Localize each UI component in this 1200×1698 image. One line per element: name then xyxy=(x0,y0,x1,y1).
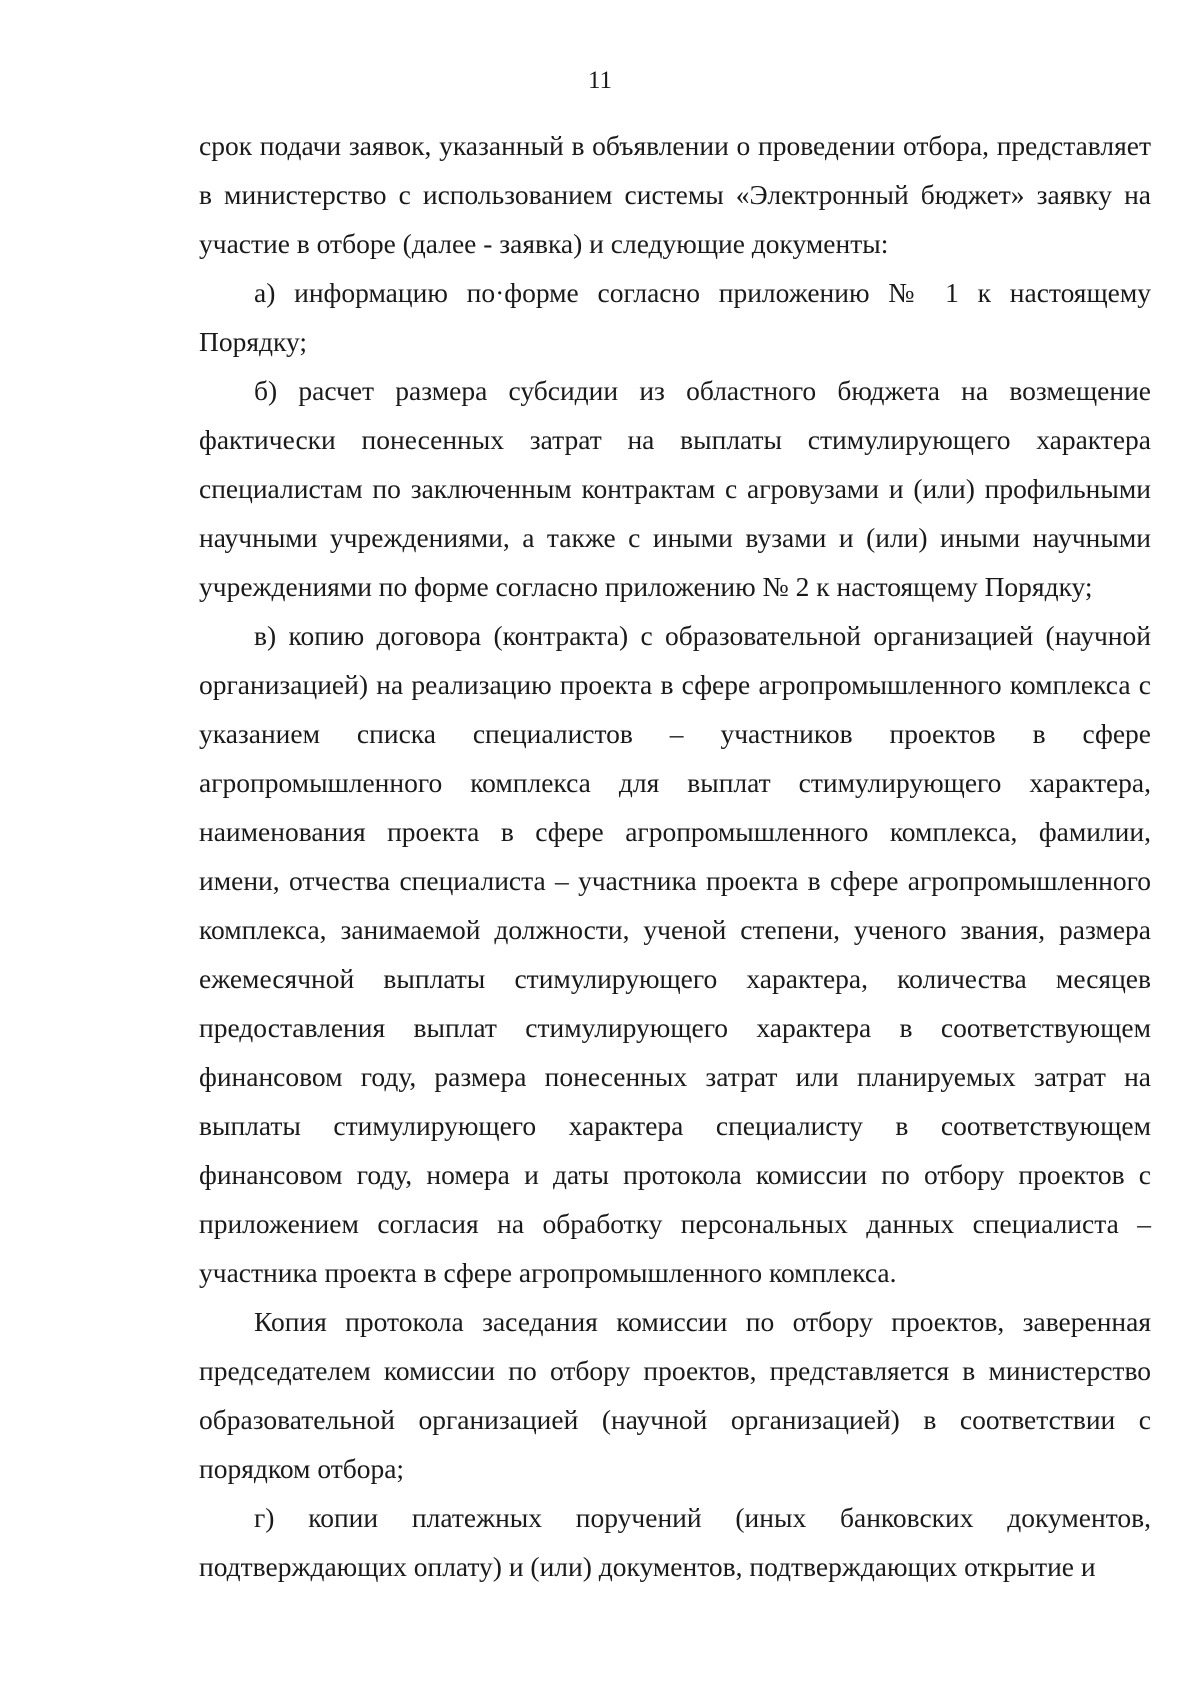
paragraph-item-b: б) расчет размера субсидии из областного бюджета на возмещение фактически понесенных затрат на выплаты стимулирующего характера специалистам по заключенным контрактам с агровузами и (или) профильными научными учреждениями, а также с иными вузами и (или) иными научными учреждениями по форме согласно приложению № 2 к настоящему Порядку; xyxy=(199,375,1151,602)
page-number: 11 xyxy=(587,67,613,94)
paragraph-protocol-copy: Копия протокола заседания комиссии по отбору проектов, заверенная председателем комиссии по отбору проектов, представляется в министерство образовательной организацией (научной организацией) в соответствии с порядком отбора; xyxy=(199,1306,1151,1484)
paragraph-item-a: а) информацию по·форме согласно приложению № 1 к настоящему Порядку; xyxy=(199,277,1151,357)
paragraph-item-v: в) копию договора (контракта) с образовательной организацией (научной организацией) на реализацию проекта в сфере агропромышленного комплекса с указанием списка специалистов – участников проектов в сфере агропромышленного комплекса для выплат стимулирующего характера, наименования проекта в сфере агропромышленного комплекса, фамилии, имени, отчества специалиста – участника проекта в сфере агропромышленного комплекса, занимаемой должности, ученой степени, ученого звания, размера ежемесячной выплаты стимулирующего характера, количества месяцев предоставления выплат стимулирующего характера в соответствующем финансовом году, размера понесенных затрат или планируемых затрат на выплаты стимулирующего характера специалисту в соответствующем финансовом году, номера и даты протокола комиссии по отбору проектов с приложением согласия на обработку персональных данных специалиста – участника проекта в сфере агропромышленного комплекса. xyxy=(199,620,1151,1288)
paragraph-item-g: г) копии платежных поручений (иных банковских документов, подтверждающих оплату) и (или) документов, подтверждающих открытие и xyxy=(199,1502,1151,1582)
document-body xyxy=(199,121,1151,1591)
paragraph-continuation: срок подачи заявок, указанный в объявлении о проведении отбора, представляет в министерство с использованием системы «Электронный бюджет» заявку на участие в отборе (далее - заявка) и следующие документы: xyxy=(199,130,1151,259)
